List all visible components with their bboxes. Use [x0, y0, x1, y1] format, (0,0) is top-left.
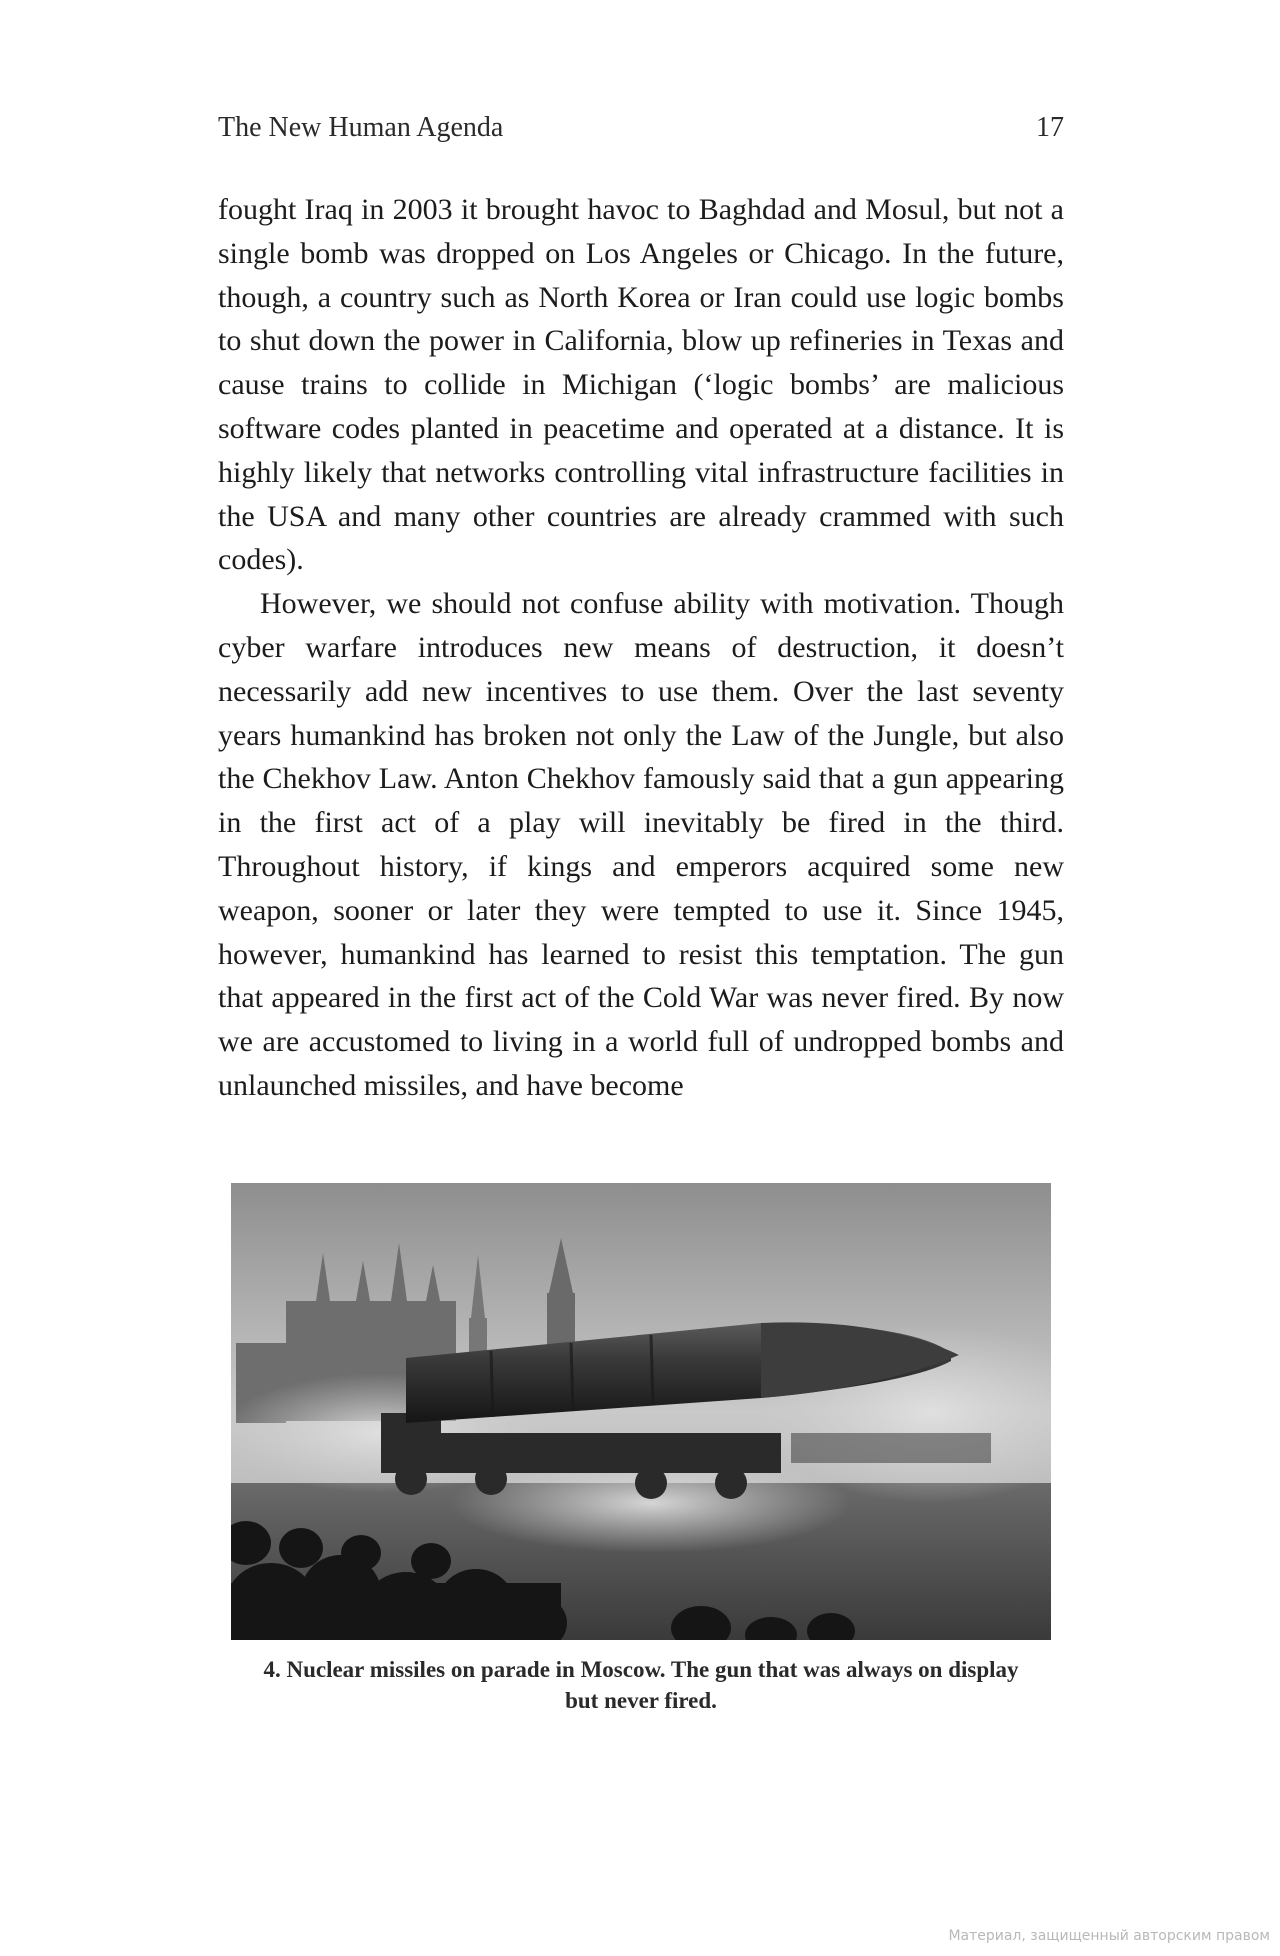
figure-photo — [231, 1183, 1051, 1640]
page-number: 17 — [1036, 112, 1064, 143]
running-title: The New Human Agenda — [218, 112, 504, 143]
copyright-watermark: Материал, защищенный авторским правом — [948, 1928, 1270, 1944]
missile-parade-photo — [231, 1183, 1051, 1640]
paragraph-1: fought Iraq in 2003 it brought havoc to Baghdad and Mosul, but not a single bomb was dropped on Los Angeles or Chicago. In the future, though, a country such as North Korea or Iran could use logic bombs to shut down the power in California, blow up refineries in Texas and cause trains to collide in Michigan (‘logic bombs’ are malicious software codes planted in peacetime and operated at a distance. It is highly likely that networks controlling vital infrastructure facilities in the USA and many other countries are already crammed with such codes). — [218, 193, 1064, 577]
paragraph-2: However, we should not confuse ability with motivation. Though cyber warfare introduces new means of destruction, it doesn’t necessarily add new incentives to use them. Over the last seventy years humankind has broken not only the Law of the Jungle, but also the Chekhov Law. Anton Chekhov famously said that a gun appearing in the first act of a play will inevitably be fired in the third. Throughout history, if kings and emperors acquired some new weapon, sooner or later they were tempted to use it. Since 1945, however, humankind has learned to resist this temptation. The gun that appeared in the first act of the Cold War was never fired. By now we are accustomed to living in a world full of undropped bombs and unlaunched missiles, and have become — [218, 587, 1064, 1102]
body-text — [218, 188, 1064, 1108]
figure-caption: 4. Nuclear missiles on parade in Moscow. The gun that was always on display but never fired. — [263, 1657, 1019, 1713]
running-head — [218, 112, 1064, 144]
